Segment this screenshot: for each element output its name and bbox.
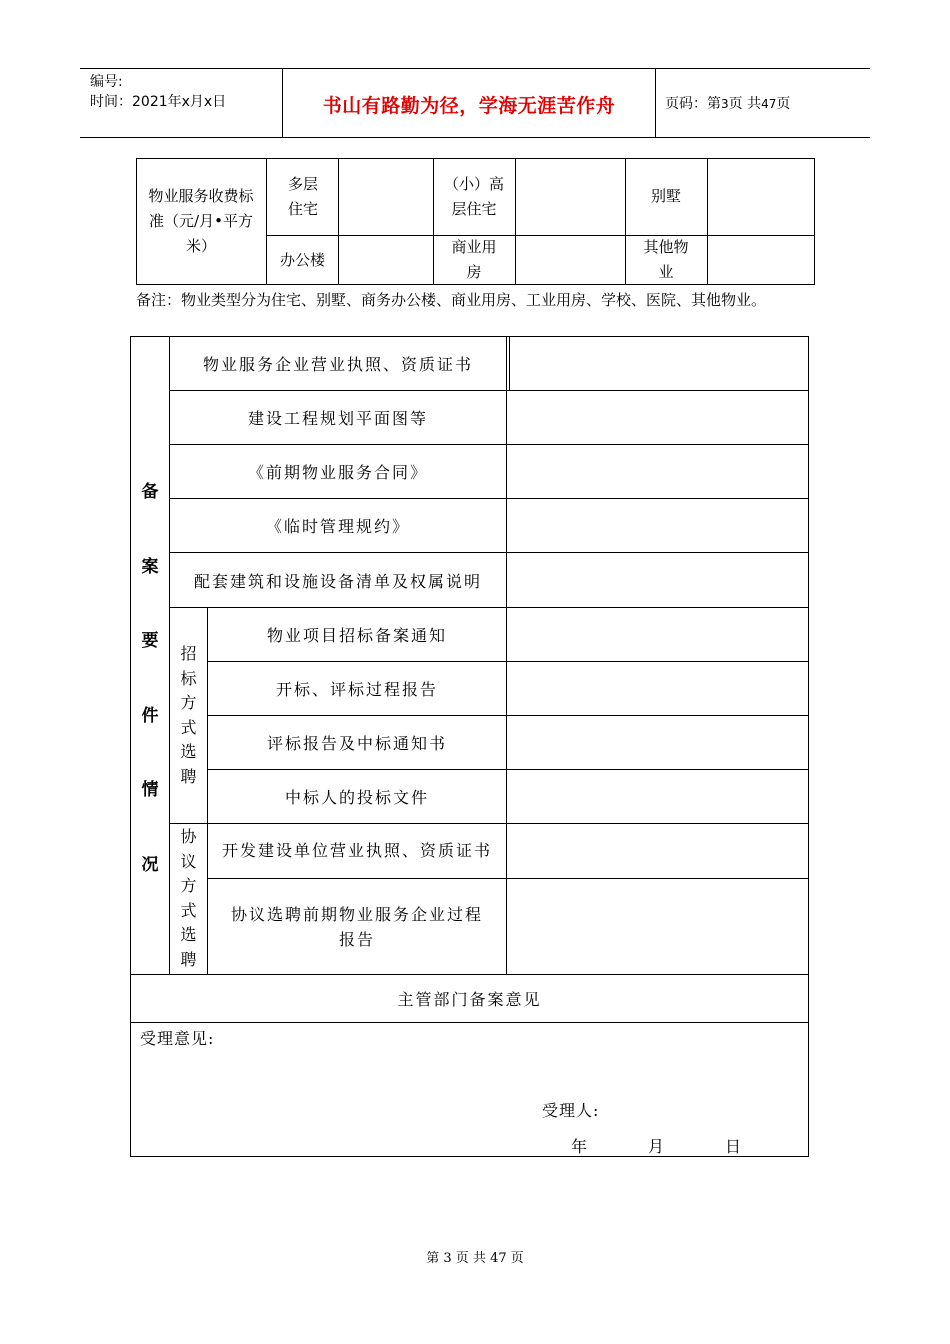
note-text: 备注：物业类型分为住宅、别墅、商务办公楼、商业用房、工业用房、学校、医院、其他物业。 xyxy=(136,291,767,309)
filing-item-facilities: 配套建筑和设施设备清单及权属说明 xyxy=(193,571,482,591)
doc-time-label: 时间：2021年x月x日 xyxy=(90,94,227,110)
doc-number-label: 编号: xyxy=(90,74,123,90)
page-prefix: 页码：第 xyxy=(665,96,721,112)
type-high-rise: （小）高层住宅 xyxy=(444,174,505,218)
filing-side-label: 备 案 要 件 情 况 xyxy=(141,482,159,875)
type-other: 其他物业 xyxy=(643,238,689,281)
filing-item-license: 物业服务企业营业执照、资质证书 xyxy=(202,355,473,374)
date-year: 年 xyxy=(571,1137,588,1156)
opinion-title: 主管部门备案意见 xyxy=(397,990,542,1009)
fee-standard-label: 物业服务收费标准（元/月•平方米） xyxy=(148,186,254,255)
footer-current: 3 xyxy=(443,1251,452,1266)
type-office: 办公楼 xyxy=(279,250,325,269)
agreement-item-license: 开发建设单位营业执照、资质证书 xyxy=(221,841,492,860)
agreement-label: 协 议 方 式 选 聘 xyxy=(180,827,197,969)
page-footer xyxy=(0,1247,950,1266)
header-meta xyxy=(90,72,226,112)
footer-mid: 页 共 xyxy=(455,1251,486,1266)
header-motto: 书山有路勤为径，学海无涯苦作舟 xyxy=(322,95,616,117)
header-divider xyxy=(655,69,656,137)
date-day: 日 xyxy=(725,1137,742,1156)
type-commercial: 商业用房 xyxy=(451,238,497,281)
agreement-item-report: 协议选聘前期物业服务企业过程报告 xyxy=(230,904,483,949)
handler-label: 受理人: xyxy=(542,1101,600,1120)
date-month: 月 xyxy=(648,1137,665,1156)
type-multi-storey: 多层住宅 xyxy=(287,174,318,218)
filing-item-plan: 建设工程规划平面图等 xyxy=(247,409,428,428)
footer-total: 47 xyxy=(490,1251,507,1266)
accept-opinion-label: 受理意见: xyxy=(140,1029,215,1048)
footer-suffix: 页 xyxy=(510,1251,524,1266)
tender-item-award: 评标报告及中标通知书 xyxy=(266,734,447,753)
page-mid: 页 共 xyxy=(728,96,762,112)
page-suffix: 页 xyxy=(776,96,791,112)
page-current: 3 xyxy=(721,97,729,111)
type-villa: 别墅 xyxy=(650,187,681,205)
page-total: 47 xyxy=(761,97,777,111)
tender-item-report: 开标、评标过程报告 xyxy=(275,680,438,699)
tender-item-bid: 中标人的投标文件 xyxy=(284,788,429,807)
tender-label: 招 标 方 式 选 聘 xyxy=(180,644,197,786)
filing-item-contract: 《前期物业服务合同》 xyxy=(247,463,428,482)
filing-item-rules: 《临时管理规约》 xyxy=(265,517,410,536)
tender-item-notice: 物业项目招标备案通知 xyxy=(266,626,447,645)
page-header xyxy=(80,68,870,138)
header-page-info xyxy=(665,93,790,113)
footer-prefix: 第 xyxy=(426,1251,440,1266)
